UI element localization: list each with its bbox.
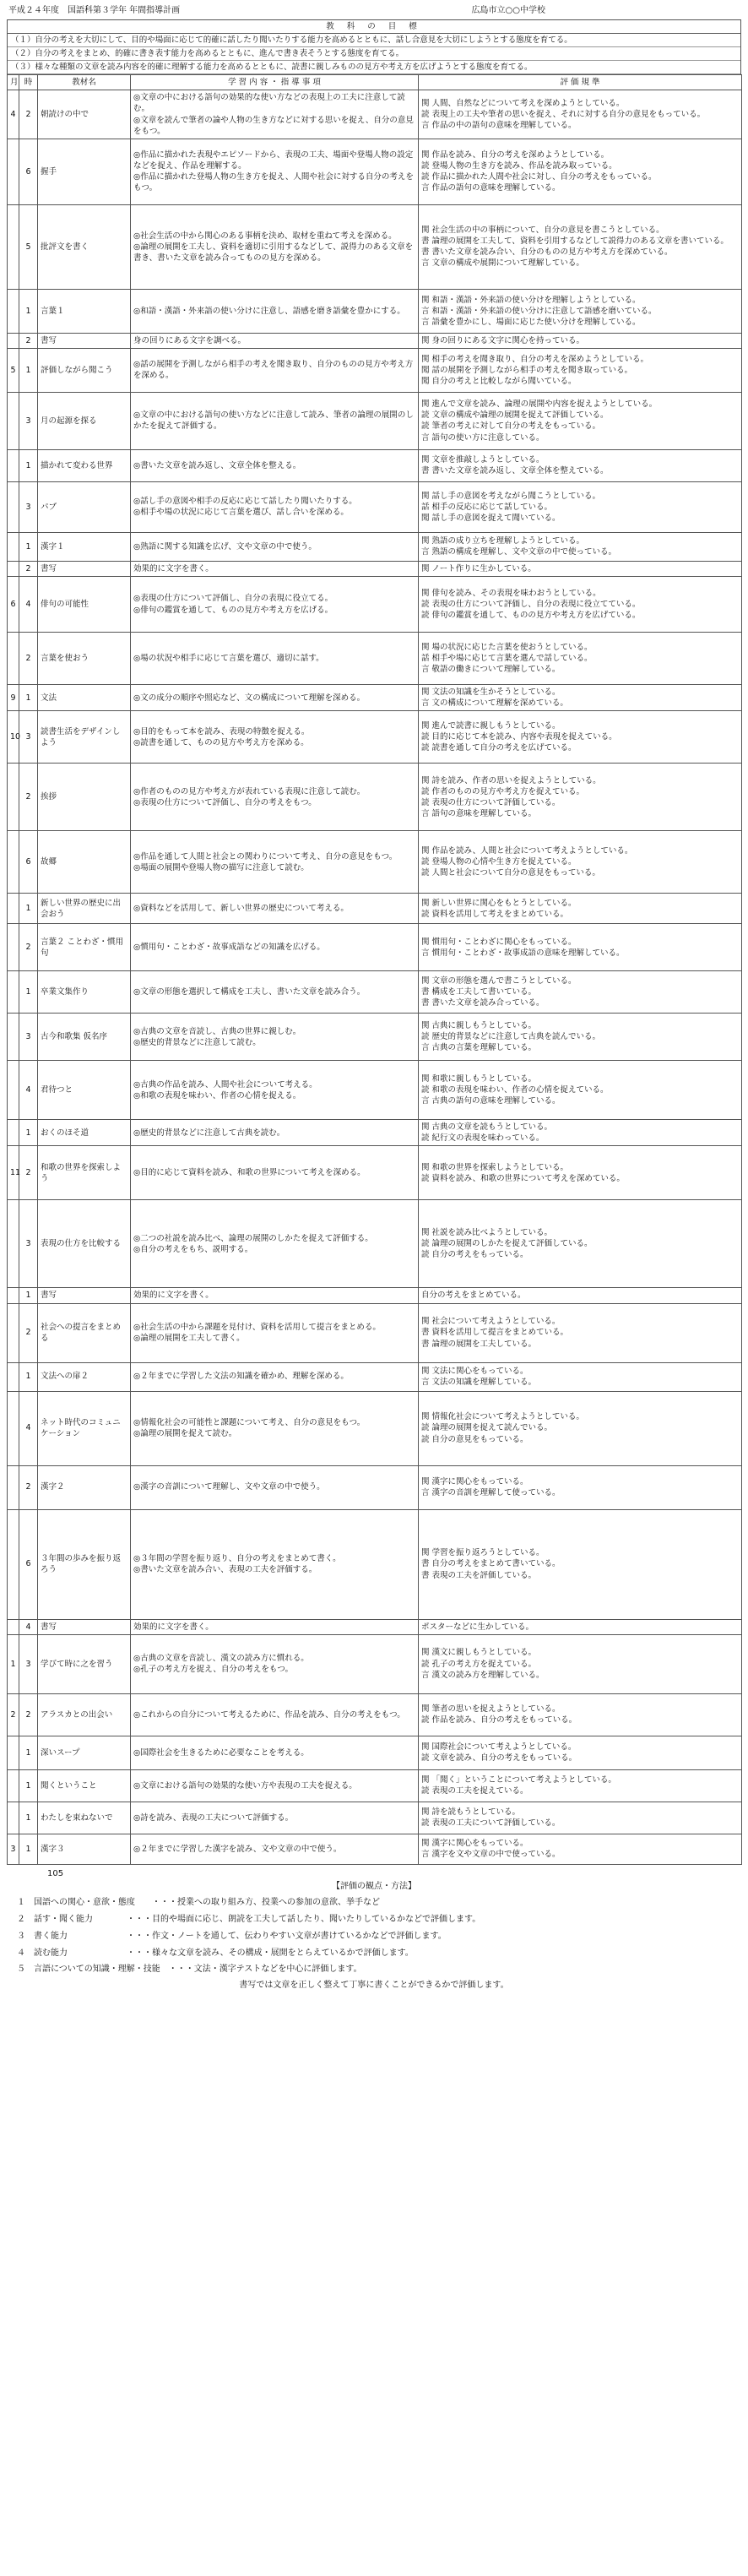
evaluation-footer [7, 1865, 741, 1995]
hours-cell: 1 [19, 971, 38, 1014]
evaluation-item: １ 国語への関心・意欲・態度 ・・・授業への取り組み方、投業への参加の意欲、挙手など [17, 1898, 380, 1908]
month-cell: 9 [8, 685, 19, 711]
month-cell [8, 561, 19, 576]
unit-cell: 表現の仕方を比較する [38, 1200, 131, 1288]
criteria-cell: 関 身の回りにある文字に関心を持っている。 [419, 333, 742, 348]
evaluation-item: ４ 読む能力 ・・・様々な文章を読み、その構成・展開をとらえているかで評価します。 [17, 1948, 414, 1958]
criteria-cell: 関 作品を読み、自分の考えを深めようとしている。 読 登場人物の生き方を読み、作品を読み取っている。 読 作品に描かれた人間や社会に対し、自分の考えをもっている。 言 作品の語句の意味を理解している。 [419, 139, 742, 204]
hours-cell: 6 [19, 831, 38, 894]
month-cell [8, 333, 19, 348]
hours-cell: 1 [19, 1288, 38, 1303]
hours-cell: 1 [19, 1802, 38, 1834]
header-hours: 時 [19, 75, 38, 90]
criteria-cell: 関 社説を読み比べようとしている。 読 論理の展開のしかたを捉えて評価している。 読 自分の考えをもっている。 [419, 1200, 742, 1288]
hours-cell: 3 [19, 481, 38, 532]
criteria-cell: 関 ノート作りに生かしている。 [419, 561, 742, 576]
month-cell [8, 971, 19, 1014]
hours-cell: 3 [19, 711, 38, 764]
hours-cell: 4 [19, 1391, 38, 1465]
month-cell [8, 1802, 19, 1834]
unit-cell: 和歌の世界を探索しよう [38, 1146, 131, 1200]
month-cell [8, 633, 19, 685]
unit-cell: 朝読けの中で [38, 90, 131, 139]
criteria-cell: 関 人間、自然などについて考えを深めようとしている。 読 表現上の工夫や筆者の思いを捉え、それに対する自分の意見をもっている。 言 作品の中の語句の意味を理解している。 [419, 90, 742, 139]
unit-cell: 漢字３ [38, 1834, 131, 1864]
content-cell: ◎文の成分の順序や照応など、文の構成について理解を深める。 [131, 685, 419, 711]
unit-cell: 漢字２ [38, 1465, 131, 1509]
hours-cell: 4 [19, 1619, 38, 1634]
hours-cell: 6 [19, 139, 38, 204]
unit-cell: 聞くということ [38, 1769, 131, 1802]
month-cell [8, 139, 19, 204]
table-row [8, 633, 742, 685]
unit-cell: ３年間の歩みを振り返ろう [38, 1509, 131, 1619]
content-cell: ◎文章の中における語句の効果的な使い方などの表現上の工夫に注意して読む。 ◎文章を読んで筆者の論や人物の生き方などに対する思いを捉え、自分の意見をもつ。 [131, 90, 419, 139]
table-row [8, 449, 742, 481]
criteria-cell: 関 国際社会について考えようとしている。 読 文章を読み、自分の考えをもっている。 [419, 1736, 742, 1769]
table-row [8, 1834, 742, 1864]
table-row [8, 1014, 742, 1061]
header-unit: 教材名 [38, 75, 131, 90]
hours-cell: 2 [19, 90, 38, 139]
unit-cell: 月の起源を探る [38, 392, 131, 449]
content-cell: ◎文章の中における語句の使い方などに注意して読み、筆者の論理の展開のしかたを捉えて評価する。 [131, 392, 419, 449]
table-row [8, 685, 742, 711]
month-cell [8, 1736, 19, 1769]
hours-cell: 6 [19, 1509, 38, 1619]
hours-cell: 3 [19, 1634, 38, 1693]
header-criteria: 評 価 規 準 [419, 75, 742, 90]
table-row [8, 532, 742, 561]
month-cell [8, 1619, 19, 1634]
hours-cell: 2 [19, 633, 38, 685]
school-name: 広島市立○○中学校 [471, 6, 545, 15]
month-cell [8, 1362, 19, 1391]
criteria-cell: 関 相手の考えを聞き取り、自分の考えを深めようとしている。 聞 話の展開を予測しながら相手の考えを聞き取っている。 聞 自分の考えと比較しながら聞いている。 [419, 348, 742, 392]
table-row [8, 1509, 742, 1619]
header-content: 学 習 内 容 ・ 指 導 事 項 [131, 75, 419, 90]
unit-cell: 学びて時に之を習う [38, 1634, 131, 1693]
criteria-cell: 関 慣用句・ことわざに関心をもっている。 言 慣用句・ことわざ・故事成語の意味を理解している。 [419, 924, 742, 971]
month-cell: 4 [8, 90, 19, 139]
month-cell [8, 1200, 19, 1288]
table-row [8, 1061, 742, 1120]
table-body [8, 90, 742, 1864]
hours-cell: 1 [19, 685, 38, 711]
table-row [8, 1200, 742, 1288]
content-cell: 効果的に文字を書く。 [131, 1288, 419, 1303]
evaluation-item: ３ 書く能力 ・・・作文・ノートを通して、伝わりやすい文章が書けているかなどで評価します。 [17, 1931, 447, 1941]
hours-cell: 1 [19, 894, 38, 924]
table-row [8, 1288, 742, 1303]
month-cell [8, 924, 19, 971]
content-cell: ◎作品に描かれた表現やエピソードから、表現の工夫、場面や登場人物の設定などを捉え、作品を理解する。 ◎作品に描かれた登場人物の生き方を捉え、人間や社会に対する自分の考えをもつ。 [131, 139, 419, 204]
month-cell [8, 532, 19, 561]
month-cell [8, 764, 19, 831]
criteria-cell: 自分の考えをまとめている。 [419, 1288, 742, 1303]
content-cell: ◎文章における語句の効果的な使い方や表現の工夫を捉える。 [131, 1769, 419, 1802]
content-cell: ◎漢字の音訓について理解し、文や文章の中で使う。 [131, 1465, 419, 1509]
hours-cell: 1 [19, 532, 38, 561]
content-cell: ◎話し手の意図や相手の反応に応じて話したり聞いたりする。 ◎相手や場の状況に応じて言葉を選び、話し合いを深める。 [131, 481, 419, 532]
content-cell: ◎和語・漢語・外来語の使い分けに注意し、語感を磨き語彙を豊かにする。 [131, 289, 419, 333]
unit-cell: パブ [38, 481, 131, 532]
criteria-cell: 関 社会生活の中の事柄について、自分の意見を書こうとしている。 書 論理の展開を工夫して、資料を引用するなどして説得力のある文章を書いている。 書 書いた文章を読み合い、自分のものの見方や考え方を深めている。 言 文章の構成や展開について理解している。 [419, 204, 742, 289]
month-cell: 3 [8, 1834, 19, 1864]
criteria-cell: 関 和語・漢語・外来語の使い分けを理解しようとしている。 言 和語・漢語・外来語の使い分けに注意して語感を磨いている。 言 語彙を豊かにし、場面に応じた使い分けを理解している。 [419, 289, 742, 333]
table-row [8, 481, 742, 532]
table-row [8, 1619, 742, 1634]
hours-cell: 1 [19, 1120, 38, 1146]
document-header [7, 5, 741, 19]
evaluation-item: ２ 話す・聞く能力 ・・・目的や場面に応じ、朗読を工夫して話したり、聞いたりしているかなどで評価します。 [17, 1915, 481, 1925]
unit-cell: 言葉１ [38, 289, 131, 333]
hours-cell: 2 [19, 1693, 38, 1736]
hours-cell: 3 [19, 1200, 38, 1288]
hours-cell: 1 [19, 1834, 38, 1864]
criteria-cell: 関 学習を振り返ろうとしている。 書 自分の考えをまとめて書いている。 書 表現の工夫を評価している。 [419, 1509, 742, 1619]
content-cell: ◎古典の文章を音読し、古典の世界に親しむ。 ◎歴史的背景などに注意して読む。 [131, 1014, 419, 1061]
unit-cell: 卒業文集作り [38, 971, 131, 1014]
hours-cell: 2 [19, 561, 38, 576]
month-cell [8, 1391, 19, 1465]
table-row [8, 577, 742, 633]
content-cell: ◎目的に応じて資料を読み、和歌の世界について考えを深める。 [131, 1146, 419, 1200]
content-cell: ◎社会生活の中から関心のある事柄を決め、取材を重ねて考えを深める。 ◎論理の展開を工夫し、資料を適切に引用するなどして、説得力のある文章を書き、書いた文章を読み合ってものの見方を深める。 [131, 204, 419, 289]
hours-cell: 2 [19, 764, 38, 831]
table-row [8, 1146, 742, 1200]
unit-cell: 描かれて変わる世界 [38, 449, 131, 481]
month-cell [8, 831, 19, 894]
table-header-row [8, 75, 742, 90]
month-cell [8, 392, 19, 449]
content-cell: ◎社会生活の中から課題を見付け、資料を活用して提言をまとめる。 ◎論理の展開を工夫して書く。 [131, 1303, 419, 1362]
table-row [8, 1120, 742, 1146]
hours-cell: 2 [19, 1465, 38, 1509]
month-cell [8, 289, 19, 333]
table-row [8, 1303, 742, 1362]
table-row [8, 139, 742, 204]
goals-heading: 教 科 の 目 標 [8, 20, 740, 34]
criteria-cell: 関 話し手の意図を考えながら聞こうとしている。 話 相手の反応に応じて話している。 聞 話し手の意図を捉えて聞いている。 [419, 481, 742, 532]
month-cell [8, 1014, 19, 1061]
total-hours: 105 [47, 1868, 64, 1878]
month-cell [8, 894, 19, 924]
content-cell: ◎書いた文章を読み返し、文章全体を整える。 [131, 449, 419, 481]
content-cell: ◎目的をもって本を読み、表現の特徴を捉える。 ◎読書を通して、ものの見方や考え方を深める。 [131, 711, 419, 764]
table-row [8, 90, 742, 139]
month-cell [8, 204, 19, 289]
criteria-cell: 関 場の状況に応じた言葉を使おうとしている。 話 相手や場に応じて言葉を選んで話している。 言 敬語の働きについて理解している。 [419, 633, 742, 685]
content-cell: ◎古典の文章を音読し、漢文の読み方に慣れる。 ◎孔子の考え方を捉え、自分の考えをもつ。 [131, 1634, 419, 1693]
criteria-cell: 関 詩を読み、作者の思いを捉えようとしている。 読 作者のものの見方や考え方を捉えている。 読 表現の仕方について評価している。 言 語句の意味を理解している。 [419, 764, 742, 831]
table-row [8, 971, 742, 1014]
criteria-cell: 関 漢文に親しもうとしている。 読 孔子の考え方を捉えている。 言 漢文の読み方を理解している。 [419, 1634, 742, 1693]
table-row [8, 289, 742, 333]
month-cell: 10 [8, 711, 19, 764]
month-cell [8, 1061, 19, 1120]
criteria-cell: 関 文法に関心をもっている。 言 文法の知識を理解している。 [419, 1362, 742, 1391]
month-cell [8, 1465, 19, 1509]
unit-cell: 書写 [38, 333, 131, 348]
table-row [8, 333, 742, 348]
month-cell [8, 449, 19, 481]
hours-cell: 2 [19, 924, 38, 971]
criteria-cell: 関 進んで読書に親しもうとしている。 読 目的に応じて本を読み、内容や表現を捉えている。 読 読書を通して自分の考えを広げている。 [419, 711, 742, 764]
content-cell: ◎詩を読み、表現の工夫について評価する。 [131, 1802, 419, 1834]
hours-cell: 4 [19, 577, 38, 633]
unit-cell: 故郷 [38, 831, 131, 894]
criteria-cell: 関 新しい世界に関心をもとうとしている。 読 資料を活用して考えをまとめている。 [419, 894, 742, 924]
criteria-cell: 関 漢字に関心をもっている。 言 漢字の音訓を理解して使っている。 [419, 1465, 742, 1509]
unit-cell: おくのほそ道 [38, 1120, 131, 1146]
table-row [8, 764, 742, 831]
unit-cell: 古今和歌集 仮名序 [38, 1014, 131, 1061]
evaluation-title: 【評価の観点・方法】 [332, 1882, 416, 1892]
criteria-cell: ポスターなどに生かしている。 [419, 1619, 742, 1634]
table-row [8, 1693, 742, 1736]
criteria-cell: 関 古典の文章を読もうとしている。 読 紀行文の表現を味わっている。 [419, 1120, 742, 1146]
unit-cell: 俳句の可能性 [38, 577, 131, 633]
header-month: 月 [8, 75, 19, 90]
criteria-cell: 関 文章を推敲しようとしている。 書 書いた文章を読み返し、文章全体を整えている。 [419, 449, 742, 481]
month-cell: 6 [8, 577, 19, 633]
hours-cell: 2 [19, 333, 38, 348]
criteria-cell: 関 文法の知識を生かそうとしている。 言 文の構成について理解を深めている。 [419, 685, 742, 711]
calligraphy-note: 書写では文章を正しく整えて丁寧に書くことができるかで評価します。 [239, 1981, 509, 1991]
table-row [8, 348, 742, 392]
criteria-cell: 関 俳句を読み、その表現を味わおうとしている。 読 表現の仕方について評価し、自分の表現に役立てている。 読 俳句の鑑賞を通して、ものの見方や考え方を広げている。 [419, 577, 742, 633]
criteria-cell: 関 「聞く」ということについて考えようとしている。 読 表現の工夫を捉えている。 [419, 1769, 742, 1802]
table-row [8, 1736, 742, 1769]
table-row [8, 1802, 742, 1834]
unit-cell: 挨拶 [38, 764, 131, 831]
criteria-cell: 関 文章の形態を選んで書こうとしている。 書 構成を工夫して書いている。 書 書いた文章を読み合っている。 [419, 971, 742, 1014]
table-row [8, 1769, 742, 1802]
unit-cell: 文法 [38, 685, 131, 711]
criteria-cell: 関 情報化社会について考えようとしている。 読 論理の展開を捉えて読んでいる。 読 自分の意見をもっている。 [419, 1391, 742, 1465]
content-cell: ◎文章の形態を選択して構成を工夫し、書いた文章を読み合う。 [131, 971, 419, 1014]
table-row [8, 1634, 742, 1693]
table-row [8, 1362, 742, 1391]
table-row [8, 392, 742, 449]
content-cell: ◎国際社会を生きるために必要なことを考える。 [131, 1736, 419, 1769]
table-row [8, 1391, 742, 1465]
table-row [8, 1465, 742, 1509]
unit-cell: 握手 [38, 139, 131, 204]
content-cell: 効果的に文字を書く。 [131, 1619, 419, 1634]
content-cell: ◎話の展開を予測しながら相手の考えを聞き取り、自分のものの見方や考え方を深める。 [131, 348, 419, 392]
table-row [8, 561, 742, 576]
unit-cell: 文法への扉２ [38, 1362, 131, 1391]
table-row [8, 831, 742, 894]
hours-cell: 4 [19, 1061, 38, 1120]
evaluation-item: ５ 言語についての知識・理解・技能 ・・・文法・漢字テストなどを中心に評価します。 [17, 1965, 362, 1975]
criteria-cell: 関 詩を読もうとしている。 読 表現の工夫について評価している。 [419, 1802, 742, 1834]
hours-cell: 1 [19, 449, 38, 481]
document-title: 平成２４年度 国語科第３学年 年間指導計画 [8, 6, 181, 15]
criteria-cell: 関 社会について考えようとしている。 書 資料を活用して提言をまとめている。 書 論理の展開を工夫している。 [419, 1303, 742, 1362]
hours-cell: 5 [19, 204, 38, 289]
hours-cell: 2 [19, 1146, 38, 1200]
unit-cell: 君待つと [38, 1061, 131, 1120]
content-cell: ◎場の状況や相手に応じて言葉を選び、適切に話す。 [131, 633, 419, 685]
content-cell: 身の回りにある文字を調べる。 [131, 333, 419, 348]
unit-cell: 深いスープ [38, 1736, 131, 1769]
month-cell: 2 [8, 1693, 19, 1736]
goal-item: （３）様々な種類の文章を読み内容を的確に理解する能力を高めるとともに、読書に親しみものの見方や考え方を広げようとする態度を育てる。 [8, 61, 740, 74]
hours-cell: 1 [19, 348, 38, 392]
content-cell: ◎２年までに学習した漢字を読み、文や文章の中で使う。 [131, 1834, 419, 1864]
unit-cell: 書写 [38, 1288, 131, 1303]
criteria-cell: 関 漢字に関心をもっている。 言 漢字を文や文章の中で使っている。 [419, 1834, 742, 1864]
unit-cell: 漢字１ [38, 532, 131, 561]
hours-cell: 1 [19, 1769, 38, 1802]
criteria-cell: 関 和歌に親しもうとしている。 読 和歌の表現を味わい、作者の心情を捉えている。 言 古典の語句の意味を理解している。 [419, 1061, 742, 1120]
content-cell: ◎資料などを活用して、新しい世界の歴史について考える。 [131, 894, 419, 924]
content-cell: 効果的に文字を書く。 [131, 561, 419, 576]
content-cell: ◎作品を通して人間と社会との関わりについて考え、自分の意見をもつ。 ◎場面の展開や登場人物の描写に注意して読む。 [131, 831, 419, 894]
goal-item: （１）自分の考えを大切にして、目的や場面に応じて的確に話したり聞いたりする能力を高めるとともに、話し合意見を大切にしようとする態度を育てる。 [8, 34, 740, 47]
month-cell [8, 1769, 19, 1802]
content-cell: ◎古典の作品を読み、人間や社会について考える。 ◎和歌の表現を味わい、作者の心情を捉える。 [131, 1061, 419, 1120]
hours-cell: 3 [19, 1014, 38, 1061]
unit-cell: 批評文を書く [38, 204, 131, 289]
unit-cell: 評価しながら聞こう [38, 348, 131, 392]
hours-cell: 3 [19, 392, 38, 449]
unit-cell: ネット時代のコミュニケーション [38, 1391, 131, 1465]
criteria-cell: 関 古典に親しもうとしている。 読 歴史的背景などに注意して古典を読んでいる。 言 古典の言葉を理解している。 [419, 1014, 742, 1061]
unit-cell: 新しい世界の歴史に出会おう [38, 894, 131, 924]
unit-cell: 書写 [38, 561, 131, 576]
hours-cell: 1 [19, 289, 38, 333]
subject-goals [7, 19, 741, 74]
month-cell [8, 1303, 19, 1362]
hours-cell: 1 [19, 1362, 38, 1391]
annual-plan-table [7, 74, 742, 1864]
month-cell: 5 [8, 348, 19, 392]
table-row [8, 204, 742, 289]
hours-cell: 2 [19, 1303, 38, 1362]
content-cell: ◎２年までに学習した文法の知識を確かめ、理解を深める。 [131, 1362, 419, 1391]
goal-item: （２）自分の考えをまとめ、的確に書き表す能力を高めるとともに、進んで書き表そうとする態度を育てる。 [8, 47, 740, 61]
unit-cell: 言葉２ ことわざ・慣用句 [38, 924, 131, 971]
content-cell: ◎表現の仕方について評価し、自分の表現に役立てる。 ◎俳句の鑑賞を通して、ものの見方や考え方を広げる。 [131, 577, 419, 633]
table-row [8, 711, 742, 764]
criteria-cell: 関 熟語の成り立ちを理解しようとしている。 言 熟語の構成を理解し、文や文章の中で使っている。 [419, 532, 742, 561]
content-cell: ◎歴史的背景などに注意して古典を読む。 [131, 1120, 419, 1146]
month-cell [8, 1120, 19, 1146]
content-cell: ◎慣用句・ことわざ・故事成語などの知識を広げる。 [131, 924, 419, 971]
content-cell: ◎二つの社説を読み比べ、論理の展開のしかたを捉えて評価する。 ◎自分の考えをもち、説明する。 [131, 1200, 419, 1288]
month-cell: 11 [8, 1146, 19, 1200]
unit-cell: 書写 [38, 1619, 131, 1634]
unit-cell: 読書生活をデザインしよう [38, 711, 131, 764]
content-cell: ◎作者のものの見方や考え方が表れている表現に注意して読む。 ◎表現の仕方について評価し、自分の考えをもつ。 [131, 764, 419, 831]
month-cell [8, 481, 19, 532]
month-cell [8, 1509, 19, 1619]
content-cell: ◎３年間の学習を振り返り、自分の考えをまとめて書く。 ◎書いた文章を読み合い、表現の工夫を評価する。 [131, 1509, 419, 1619]
month-cell [8, 1288, 19, 1303]
month-cell: 1 [8, 1634, 19, 1693]
criteria-cell: 関 和歌の世界を探索しようとしている。 読 資料を読み、和歌の世界について考えを深めている。 [419, 1146, 742, 1200]
criteria-cell: 関 作品を読み、人間と社会について考えようとしている。 読 登場人物の心情や生き方を捉えている。 読 人間と社会について自分の意見をもっている。 [419, 831, 742, 894]
unit-cell: わたしを束ねないで [38, 1802, 131, 1834]
unit-cell: 社会への提言をまとめる [38, 1303, 131, 1362]
hours-cell: 1 [19, 1736, 38, 1769]
criteria-cell: 関 筆者の思いを捉えようとしている。 読 作品を読み、自分の考えをもっている。 [419, 1693, 742, 1736]
content-cell: ◎熟語に関する知識を広げ、文や文章の中で使う。 [131, 532, 419, 561]
content-cell: ◎これからの自分について考えるために、作品を読み、自分の考えをもつ。 [131, 1693, 419, 1736]
unit-cell: アラスカとの出会い [38, 1693, 131, 1736]
unit-cell: 言葉を使おう [38, 633, 131, 685]
table-row [8, 924, 742, 971]
content-cell: ◎情報化社会の可能性と課題について考え、自分の意見をもつ。 ◎論理の展開を捉えて読む。 [131, 1391, 419, 1465]
criteria-cell: 関 進んで文章を読み、論理の展開や内容を捉えようとしている。 読 文章の構成や論理の展開を捉えて評価している。 読 筆者の考えに対して自分の考えをもっている。 言 語句の使い方に注意している。 [419, 392, 742, 449]
table-row [8, 894, 742, 924]
